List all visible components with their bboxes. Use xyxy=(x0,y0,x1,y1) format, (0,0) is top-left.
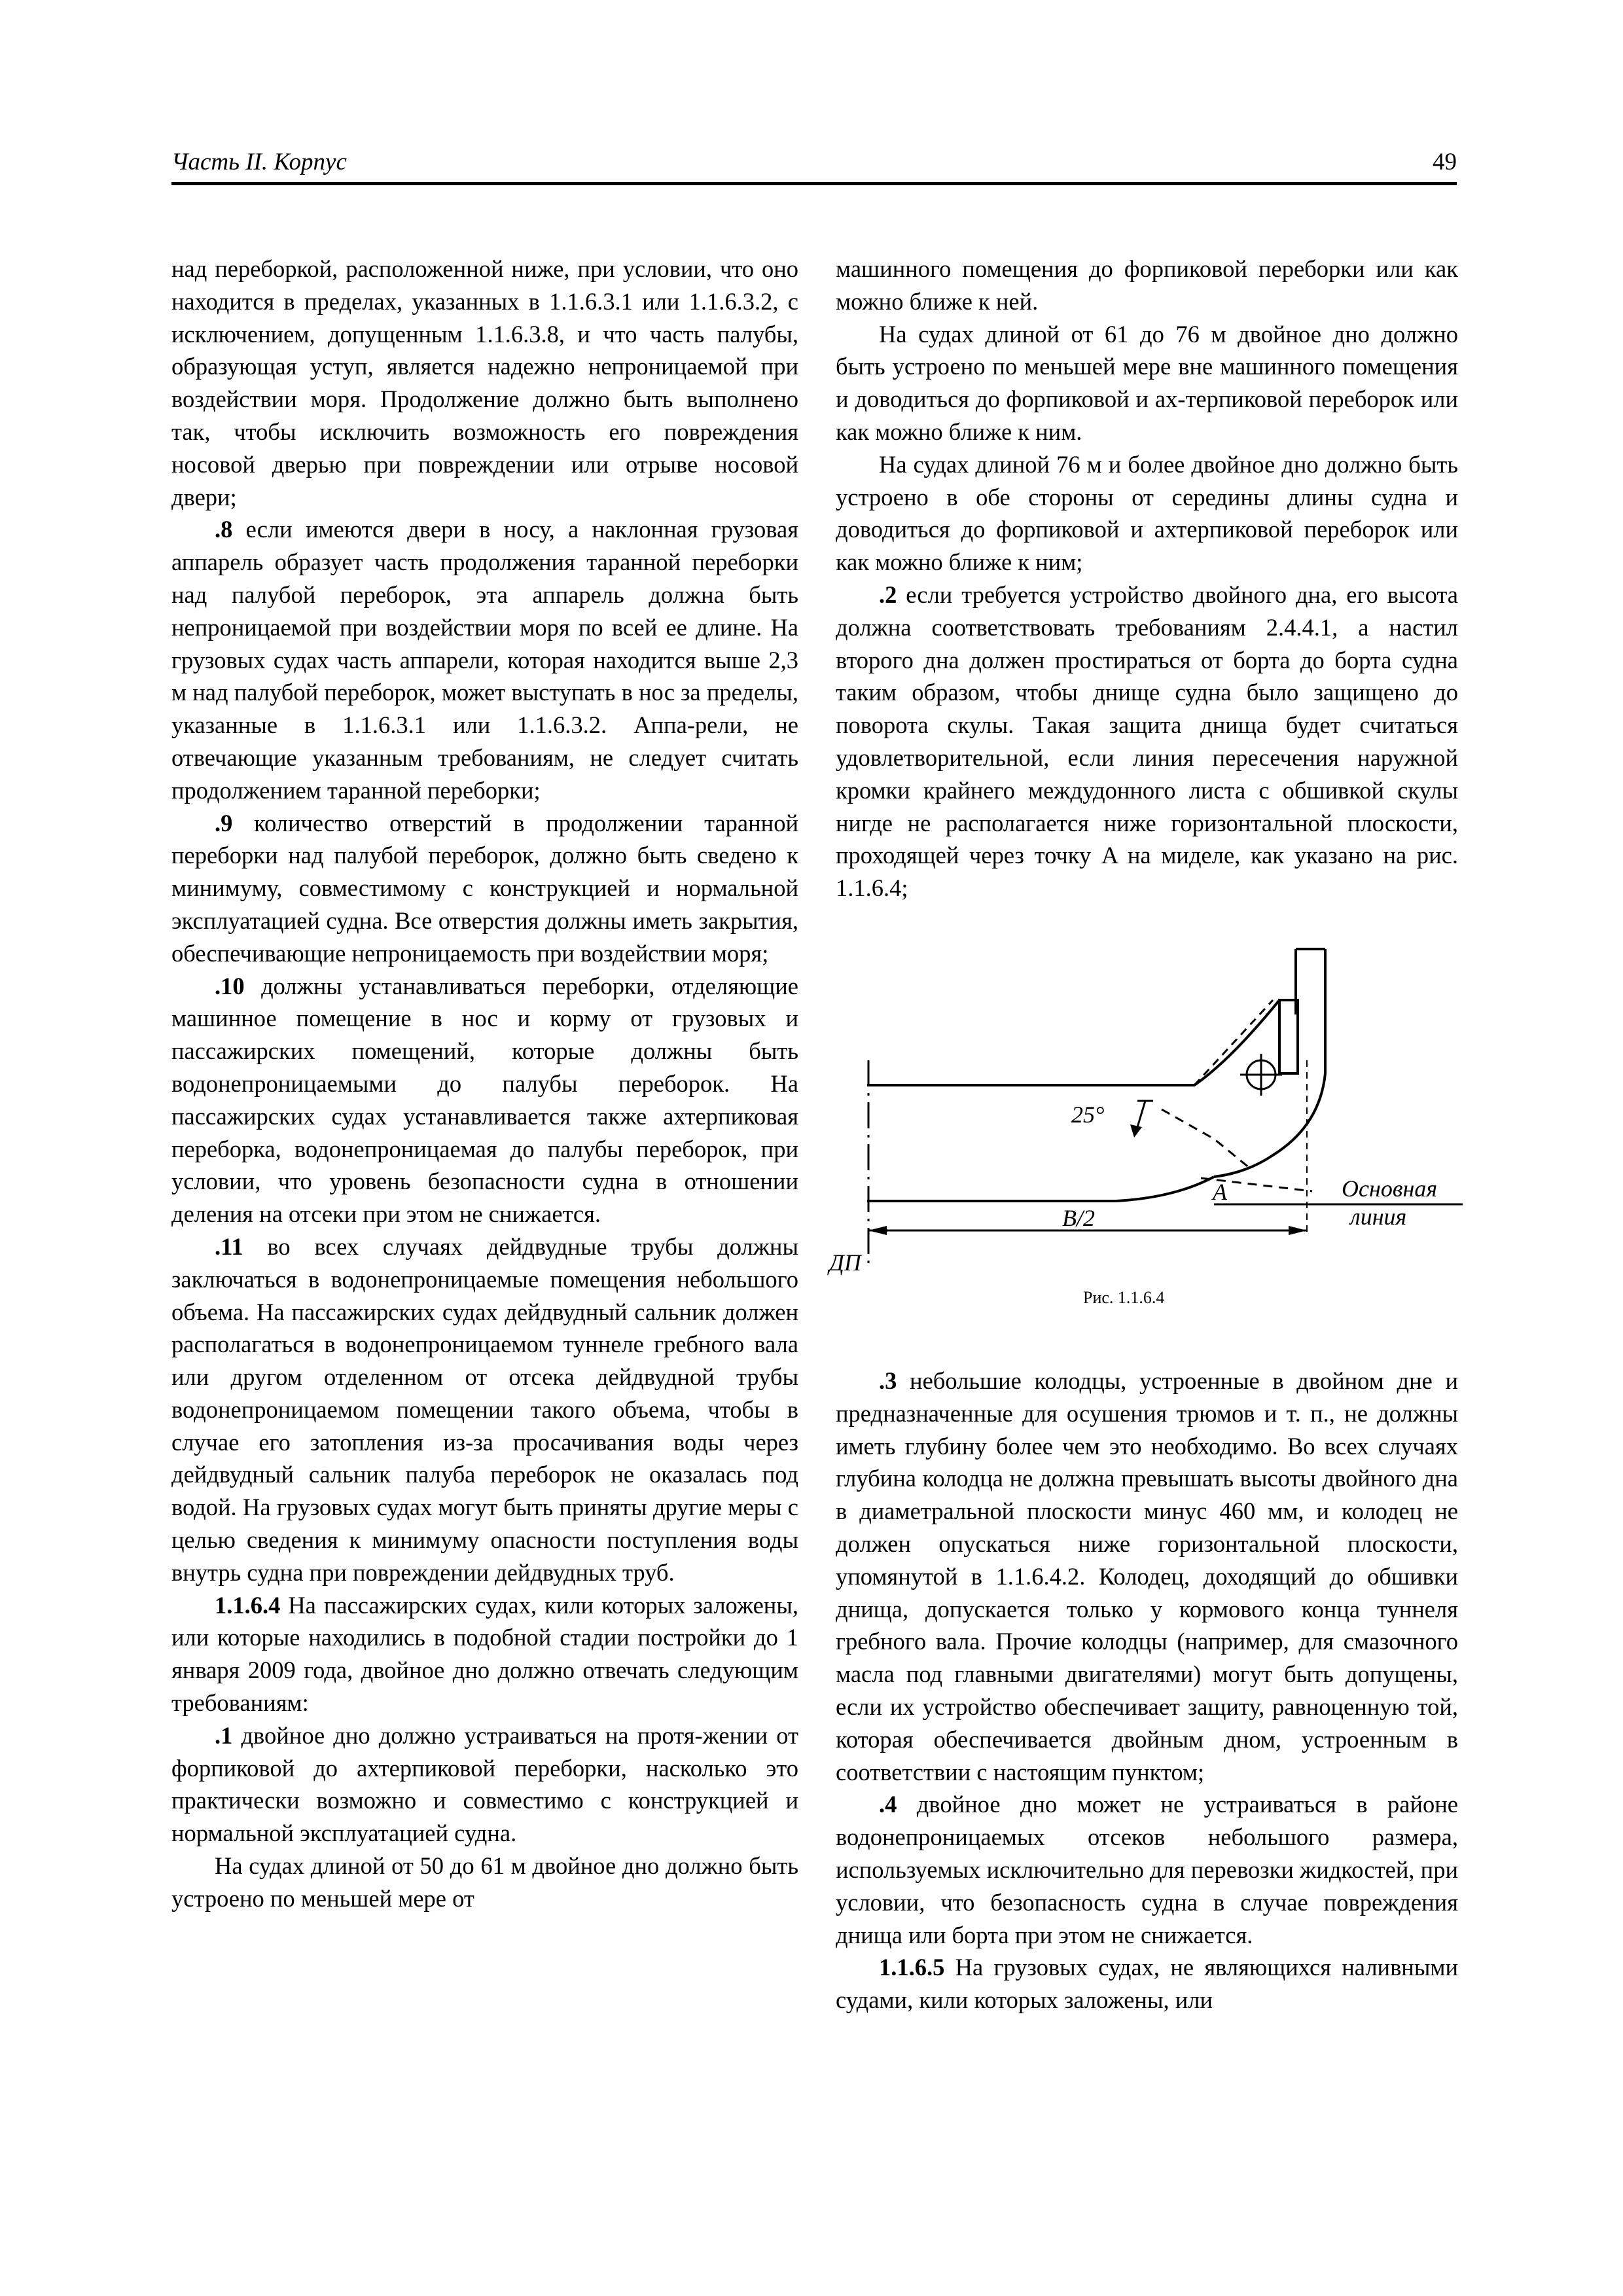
paragraph: .4 двойное дно может не устраиваться в районе водонепроницаемых отсеков небольшого размера, используемых исключительно для перевозки жидкостей, при условии, что безопасность судна в случае повреждения днища или борта при этом не снижается. xyxy=(836,1791,1458,1948)
paragraph: .3 небольшие колодцы, устроенные в двойном дне и предназначенные для осушения трюмов и т. п., не должны иметь глубину более чем это необходимо. Во всех случаях глубина колодца не должна превышать высоты двойного дна в диаметральной плоскости минус 460 мм, и колодец не должен опускаться ниже горизонтальной плоскости, упомянутой в 1.1.6.4.2. Колодец, доходящий до обшивки днища, допускается только у кормового конца туннеля гребного вала. Прочие колодцы (например, для смазочного масла под главными двигателями) могут быть допущены, если их устройство обеспечивает защиту, равноценную той, которая обеспечивается двойным дном, устроенным в соответствии с настоящим пунктом; xyxy=(836,1367,1458,1785)
figure-caption: Рис. 1.1.6.4 xyxy=(1083,1288,1165,1307)
baseline-label: Основная xyxy=(1342,1175,1438,1202)
paragraph: .2 если требуется устройство двойного дна, его высота должна соответствовать требованиям 2.4.4.1, а настил второго дна должен простираться от борта до борта судна таким образом, чтобы днище судна было защищено до поворота скулы. Такая защита днища будет считаться удовлетворительной, если линия пересечения наружной кромки крайнего междудонного листа с обшивкой скулы нигде не располагается ниже горизонтальной плоскости, проходящей через точку A на миделе, как указано на рис. 1.1.6.4; xyxy=(836,581,1458,902)
left-column xyxy=(171,253,798,1915)
baseline-label-2: линия xyxy=(1350,1204,1407,1230)
paragraph: над переборкой, расположенной ниже, при условии, что оно находится в пределах, указанных в 1.1.6.3.1 или 1.1.6.3.2, с исключением, допущенным 1.1.6.3.8, и что часть палубы, образующая уступ, является надежно непроницаемой при воздействии моря. Продолжение должно быть выполнено так, чтобы исключить возможность его повреждения носовой дверью при повреждении или отрыве носовой двери; xyxy=(171,255,798,511)
centerline-label: ДП xyxy=(829,1249,861,1276)
figure-double-bottom xyxy=(821,929,1476,1316)
angle-arrowhead-icon xyxy=(1130,1124,1142,1138)
paragraph: .8 если имеются двери в носу, а наклонная грузовая аппарель образует часть продолжения таранной переборки над палубой переборок, эта аппарель должна быть непроницаемой при воздействии моря по всей ее длине. На грузовых судах часть аппарели, которая находится выше 2,3 м над палубой переборок, может выступать в нос за пределы, указанные в 1.1.6.3.1 или 1.1.6.3.2. Аппа-рели, не отвечающие указанным требованиям, не следует считать продолжением таранной переборки; xyxy=(171,516,798,804)
paragraph: На судах длиной 76 м и более двойное дно должно быть устроено в обе стороны от середины длины судна и доводиться до форпиковой и ахтерпиковой переборок или как можно ближе к ним; xyxy=(836,450,1458,576)
paragraph: На судах длиной от 50 до 61 м двойное дно должно быть устроено по меньшей мере от xyxy=(171,1852,798,1912)
section-number: 1.1.6.4 xyxy=(215,1591,281,1619)
item-number: .10 xyxy=(215,972,245,999)
paragraph: .11 во всех случаях дейдвудные трубы должны заключаться в водонепроницаемые помещения небольшого объема. На пассажирских судах дейдвудный сальник должен располагаться в водонепроницаемом туннеле гребного вала или другом отделенном от отсека дейдвудной трубы водонепроницаемом помещении такого объема, чтобы в случае его затопления из-за просачивания воды через дейдвудный сальник палуба переборок не оказалась под водой. На грузовых судах могут быть приняты другие меры с целью сведения к минимуму опасности поступления воды внутрь судна при повреждении дейдвудных труб. xyxy=(171,1232,798,1586)
dimension-arrow-right-icon xyxy=(1289,1226,1307,1235)
frame-top xyxy=(1296,949,1325,1014)
item-number: .1 xyxy=(215,1721,233,1749)
point-a-label: A xyxy=(1213,1179,1227,1205)
item-number: .8 xyxy=(215,516,233,543)
bottom-shell-line xyxy=(867,1177,1214,1201)
paragraph: .9 количество отверстий в продолжении таранной переборки над палубой переборок, должно быть сведено к минимуму, совместимому с конструкцией и нормальной эксплуатацией судна. Все отверстия должны иметь закрытия, обеспечивающие непроницаемость при воздействии моря; xyxy=(171,809,798,967)
paragraph: На судах длиной от 61 до 76 м двойное дно должно быть устроено по меньшей мере вне машинного помещения и доводиться до форпиковой и ах-терпиковой переборок или как можно ближе к ним. xyxy=(836,320,1458,445)
angle-line-dashed xyxy=(1162,1109,1250,1168)
paragraph: .1 двойное дно должно устраиваться на протя-жении от форпиковой до ахтерпиковой переборки, насколько это практически возможно и совместимо с конструкцией и нормальной эксплуатацией судна. xyxy=(171,1721,798,1847)
paragraph: машинного помещения до форпиковой переборки или как можно ближе к ней. xyxy=(836,255,1458,315)
inner-bottom-line xyxy=(867,1000,1279,1085)
ship-section-diagram xyxy=(821,929,1476,1296)
angle-label: 25° xyxy=(1071,1102,1105,1128)
right-column-top xyxy=(836,253,1458,905)
paragraph: .10 должны устанавливаться переборки, отделяющие машинное помещение в нос и корму от грузовых и пассажирских помещений, которые должны быть водонепроницаемыми до палубы переборок. На пассажирских судах устанавливается также ахтерпиковая переборка, водонепроницаемая до палубы переборок, при условии, что уровень безопасности судна в отношении деления на отсеки при этом не снижается. xyxy=(171,972,798,1228)
section-number: 1.1.6.5 xyxy=(879,1954,945,1981)
paragraph: 1.1.6.5 На грузовых судах, не являющихся наливными судами, кили которых заложены, или xyxy=(836,1954,1458,2014)
page-header xyxy=(171,145,1457,185)
item-number: .3 xyxy=(879,1367,897,1394)
item-number: .9 xyxy=(215,809,233,836)
dimension-arrow-left-icon xyxy=(868,1226,887,1235)
item-number: .4 xyxy=(879,1791,897,1818)
running-title: Часть II. Корпус xyxy=(171,149,347,175)
hole-crosshair xyxy=(1240,1054,1282,1096)
page-number: 49 xyxy=(1433,149,1457,175)
item-number: .11 xyxy=(215,1232,243,1260)
right-column-bottom xyxy=(836,1365,1458,2017)
item-number: .2 xyxy=(879,581,897,608)
half-breadth-label: B/2 xyxy=(1062,1205,1095,1231)
paragraph: 1.1.6.4 На пассажирских судах, кили которых заложены, или которые находились в подобной стадии постройки до 1 января 2009 года, двойное дно должно отвечать следующим требованиям: xyxy=(171,1591,798,1717)
